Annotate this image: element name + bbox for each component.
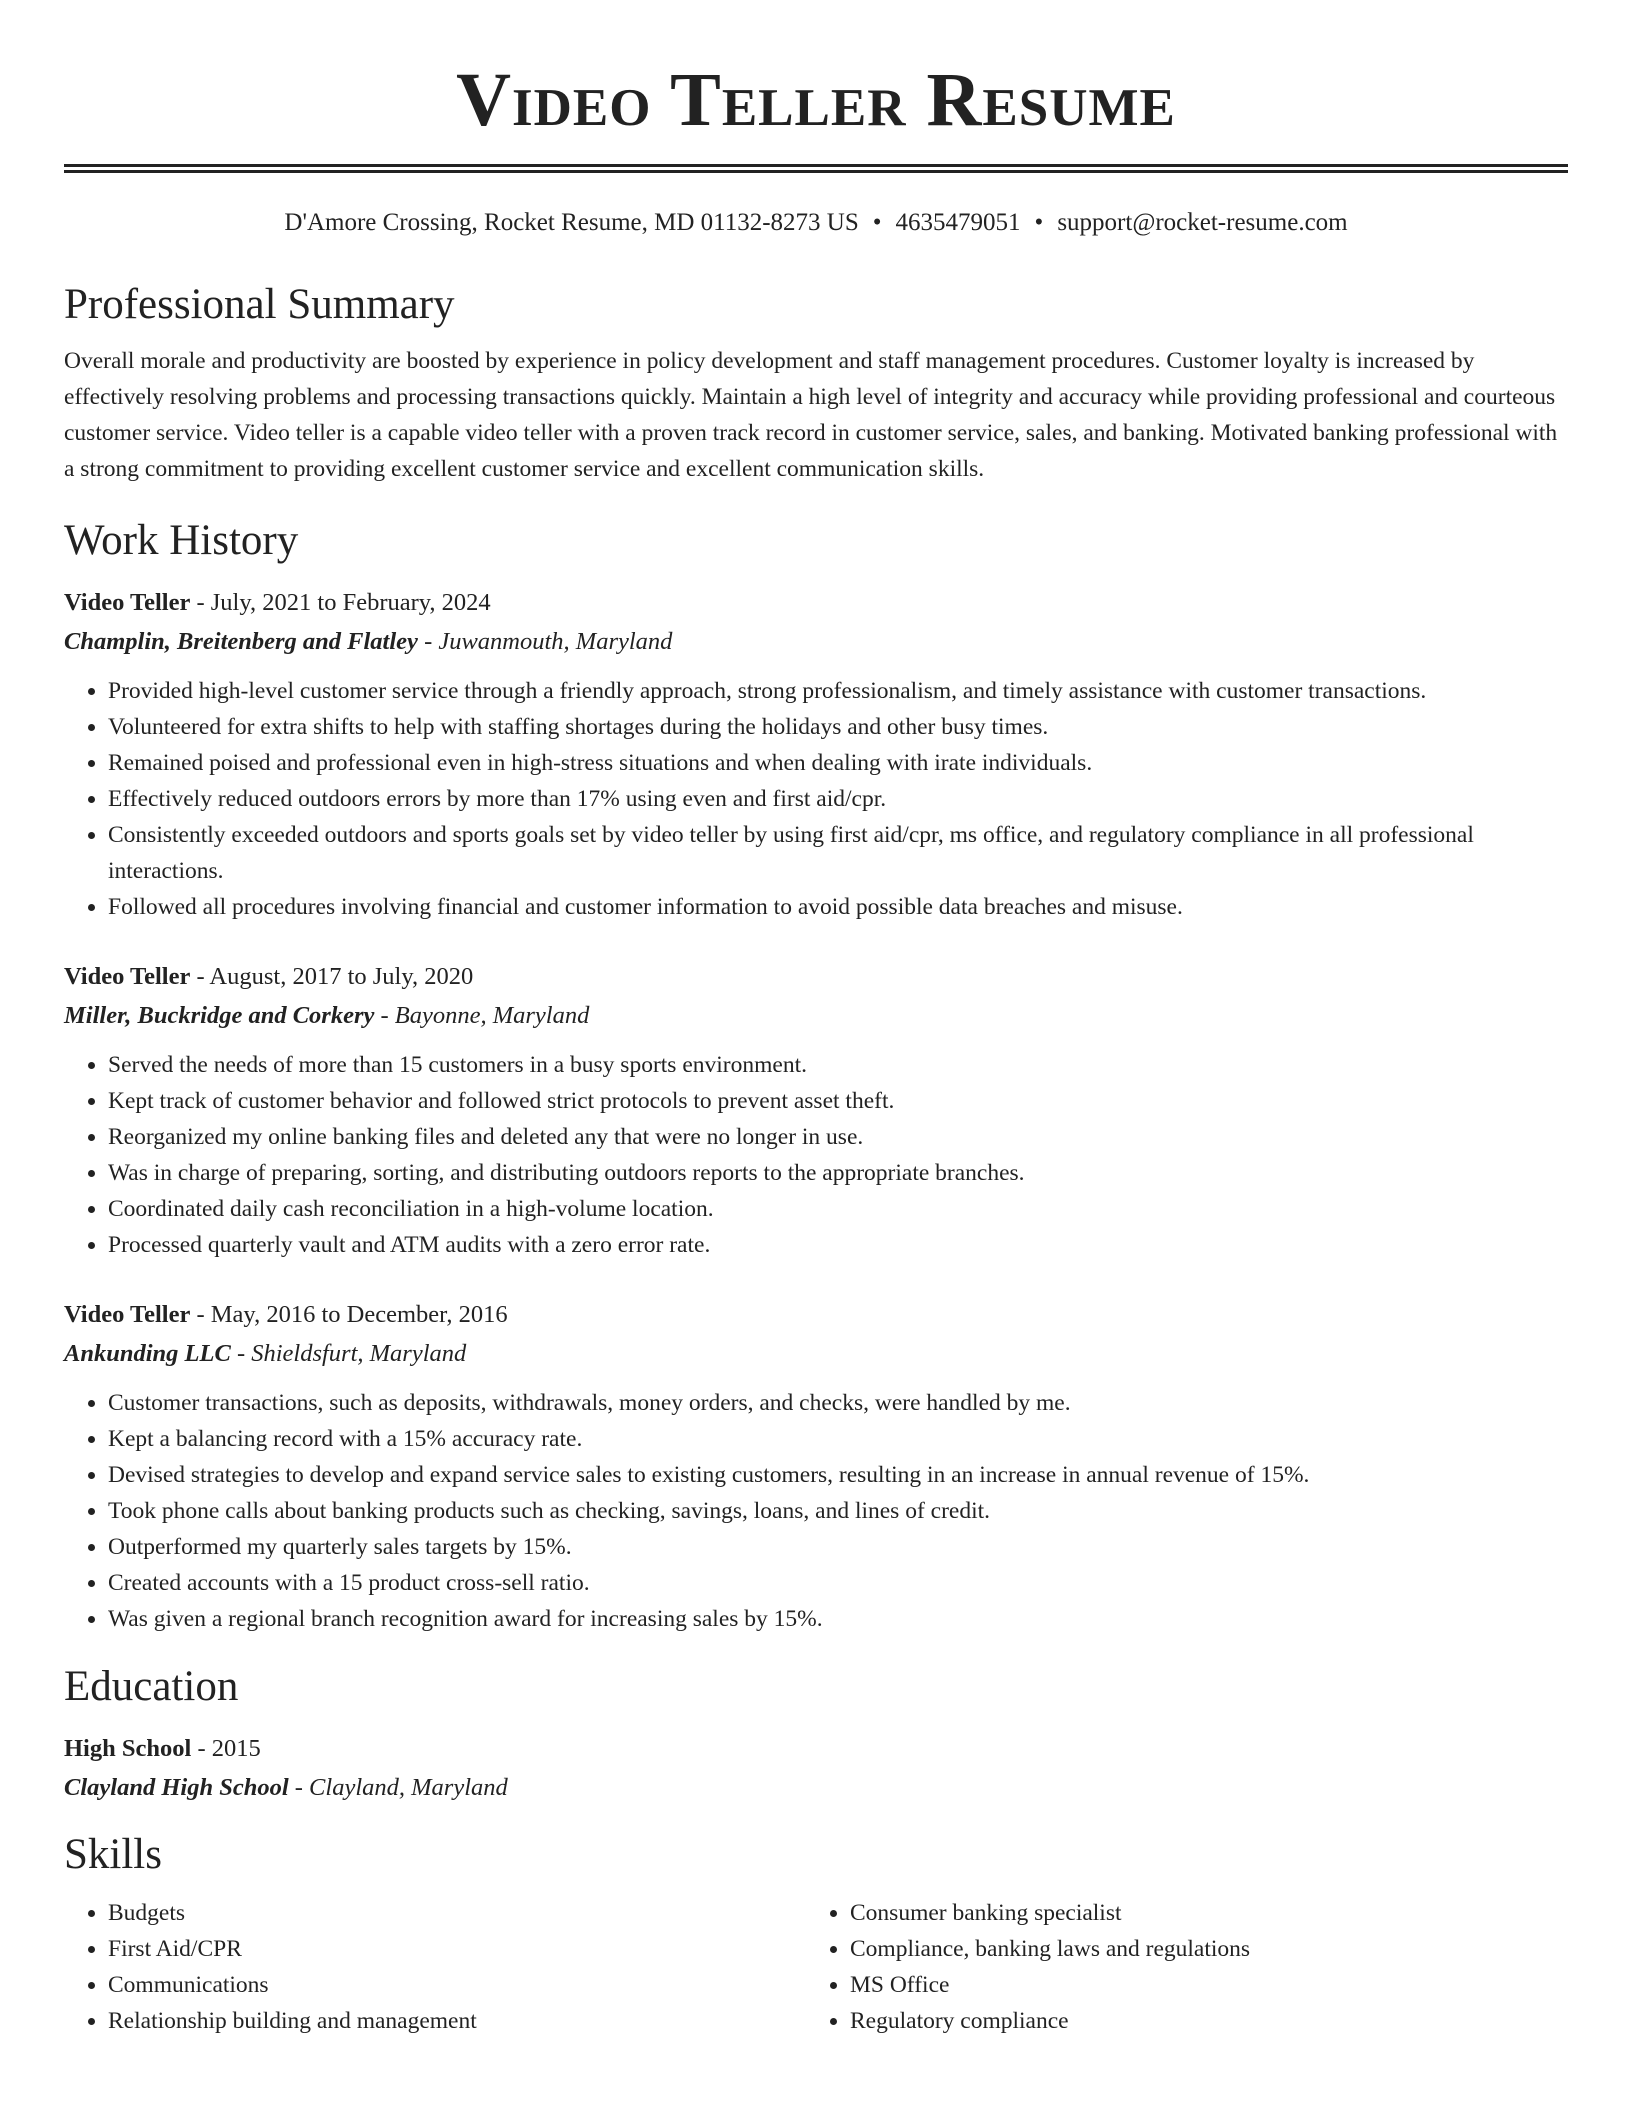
education-section bbox=[64, 1661, 1568, 1807]
education-entry bbox=[64, 1729, 1568, 1807]
job-role: Video Teller bbox=[64, 1301, 191, 1328]
job-dates: - August, 2017 to July, 2020 bbox=[190, 963, 474, 990]
skills-column-right bbox=[806, 1895, 1568, 2039]
contact-separator: • bbox=[1034, 209, 1044, 236]
list-item: • Processed quarterly vault and ATM audits with a zero error rate. bbox=[108, 1227, 1568, 1263]
job-entry bbox=[64, 583, 1568, 925]
list-item: • Customer transactions, such as deposits, withdrawals, money orders, and checks, were handled by me. bbox=[108, 1385, 1568, 1421]
job-header bbox=[64, 957, 1568, 996]
list-item: • Remained poised and professional even in high-stress situations and when dealing with irate individuals. bbox=[108, 745, 1568, 781]
section-title-summary: Professional Summary bbox=[64, 281, 455, 328]
list-item: • Kept track of customer behavior and followed strict protocols to prevent asset theft. bbox=[108, 1083, 1568, 1119]
section-title-skills: Skills bbox=[64, 1831, 162, 1878]
resume-title: Video Teller Resume bbox=[456, 58, 1176, 142]
job-employer bbox=[64, 996, 1568, 1035]
list-item: • Devised strategies to develop and expand service sales to existing customers, resulting in an increase in annual revenue of 15%. bbox=[108, 1457, 1568, 1493]
list-item: • Was in charge of preparing, sorting, and distributing outdoors reports to the appropriate branches. bbox=[108, 1155, 1568, 1191]
skill-item: • Consumer banking specialist bbox=[850, 1895, 1568, 1931]
professional-summary-section bbox=[64, 279, 1568, 487]
list-item: • Kept a balancing record with a 15% accuracy rate. bbox=[108, 1421, 1568, 1457]
list-item: • Volunteered for extra shifts to help with staffing shortages during the holidays and other busy times. bbox=[108, 709, 1568, 745]
list-item: • Followed all procedures involving financial and customer information to avoid possible data breaches and misuse. bbox=[108, 889, 1568, 925]
job-entry bbox=[64, 1295, 1568, 1637]
contact-email: support@rocket-resume.com bbox=[1057, 209, 1348, 236]
job-dates: - July, 2021 to February, 2024 bbox=[190, 589, 491, 616]
list-item: • Reorganized my online banking files and deleted any that were no longer in use. bbox=[108, 1119, 1568, 1155]
job-location: - Bayonne, Maryland bbox=[374, 1002, 590, 1029]
job-bullets bbox=[64, 1047, 1568, 1263]
list-item: • Consistently exceeded outdoors and sports goals set by video teller by using first aid/cpr, ms office, and regulatory compliance in all professional interactions. bbox=[108, 817, 1568, 889]
job-header bbox=[64, 1295, 1568, 1334]
job-role: Video Teller bbox=[64, 963, 191, 990]
contact-line bbox=[64, 207, 1568, 239]
section-title-work-history: Work History bbox=[64, 517, 299, 564]
list-item: • Served the needs of more than 15 customers in a busy sports environment. bbox=[108, 1047, 1568, 1083]
job-company: Ankunding LLC bbox=[64, 1340, 231, 1367]
summary-text: Overall morale and productivity are boosted by experience in policy development and staff management procedures. Customer loyalty is increased by effectively resolving problems and processing transactions quickly. Maintain a high level of integrity and accuracy while providing professional and courteous customer service. Video teller is a capable video teller with a proven track record in customer service, sales, and banking. Motivated banking professional with a strong commitment to providing excellent customer service and excellent communication skills. bbox=[64, 348, 1558, 482]
job-location: - Juwanmouth, Maryland bbox=[417, 628, 673, 655]
job-company: Champlin, Breitenberg and Flatley bbox=[64, 628, 418, 655]
work-history-section bbox=[64, 515, 1568, 1637]
skill-item: • Budgets bbox=[108, 1895, 806, 1931]
skill-item: • Compliance, banking laws and regulations bbox=[850, 1931, 1568, 1967]
skill-item: • Regulatory compliance bbox=[850, 2003, 1568, 2039]
job-employer bbox=[64, 622, 1568, 661]
skill-item: • Relationship building and management bbox=[108, 2003, 806, 2039]
education-header bbox=[64, 1729, 1568, 1768]
list-item: • Created accounts with a 15 product cross-sell ratio. bbox=[108, 1565, 1568, 1601]
title-divider bbox=[64, 164, 1568, 173]
job-location: - Shieldsfurt, Maryland bbox=[230, 1340, 467, 1367]
skills-grid bbox=[64, 1895, 1568, 2039]
list-item: • Coordinated daily cash reconciliation in a high-volume location. bbox=[108, 1191, 1568, 1227]
section-title-education: Education bbox=[64, 1663, 239, 1710]
job-bullets bbox=[64, 673, 1568, 925]
job-bullets bbox=[64, 1385, 1568, 1637]
job-company: Miller, Buckridge and Corkery bbox=[64, 1002, 375, 1029]
skill-item: • Communications bbox=[108, 1967, 806, 2003]
job-header bbox=[64, 583, 1568, 622]
job-employer bbox=[64, 1334, 1568, 1373]
education-year: - 2015 bbox=[191, 1735, 261, 1762]
skill-item: • MS Office bbox=[850, 1967, 1568, 2003]
skill-item: • First Aid/CPR bbox=[108, 1931, 806, 1967]
education-school: Clayland High School bbox=[64, 1774, 289, 1801]
skills-column-left bbox=[64, 1895, 806, 2039]
list-item: • Effectively reduced outdoors errors by more than 17% using even and first aid/cpr. bbox=[108, 781, 1568, 817]
job-dates: - May, 2016 to December, 2016 bbox=[190, 1301, 508, 1328]
job-role: Video Teller bbox=[64, 589, 191, 616]
list-item: • Outperformed my quarterly sales targets by 15%. bbox=[108, 1529, 1568, 1565]
skills-section bbox=[64, 1829, 1568, 2039]
contact-phone: 4635479051 bbox=[895, 209, 1021, 236]
contact-separator: • bbox=[872, 209, 882, 236]
list-item: • Took phone calls about banking products such as checking, savings, loans, and lines of credit. bbox=[108, 1493, 1568, 1529]
contact-address: D'Amore Crossing, Rocket Resume, MD 01132-8273 US bbox=[284, 209, 859, 236]
list-item: • Provided high-level customer service through a friendly approach, strong professionalism, and timely assistance with customer transactions. bbox=[108, 673, 1568, 709]
education-degree: High School bbox=[64, 1735, 192, 1762]
list-item: • Was given a regional branch recognition award for increasing sales by 15%. bbox=[108, 1601, 1568, 1637]
education-location: - Clayland, Maryland bbox=[288, 1774, 508, 1801]
job-entry bbox=[64, 957, 1568, 1263]
education-school-line bbox=[64, 1768, 1568, 1807]
